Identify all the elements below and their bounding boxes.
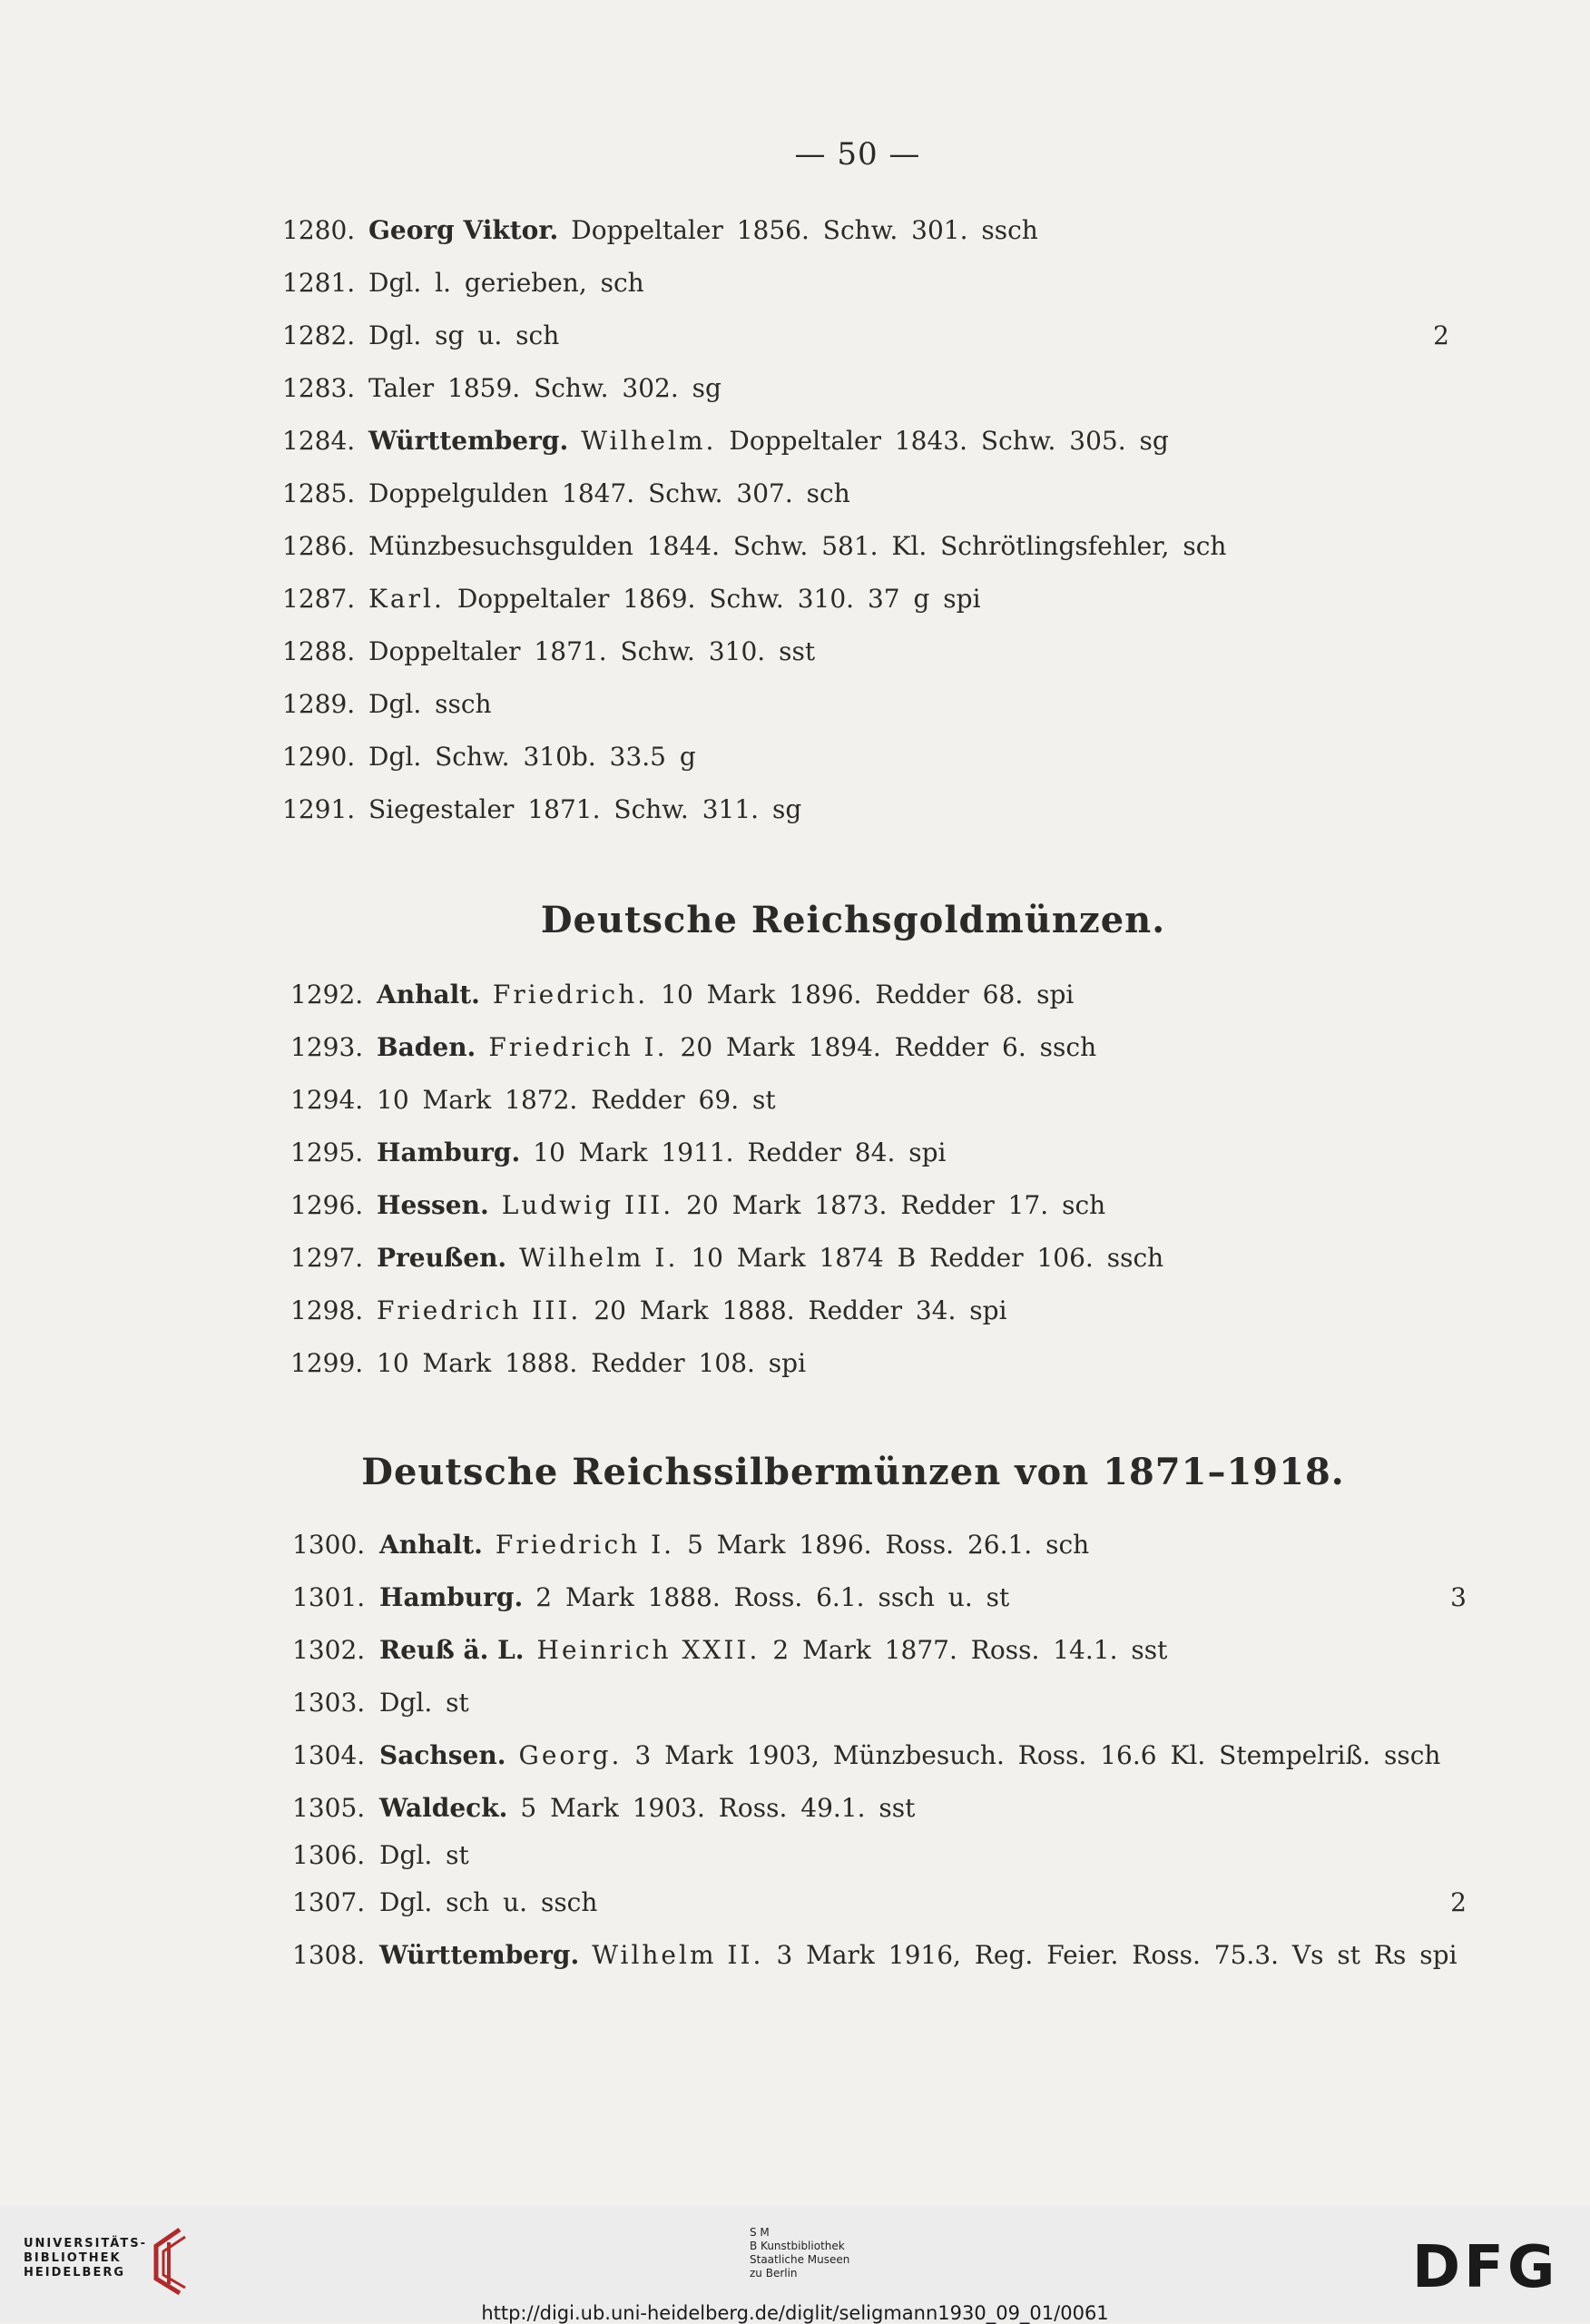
entry-number: 1280.	[282, 215, 356, 245]
ub-logo-line: BIBLIOTHEK	[24, 2251, 122, 2265]
entry-number: 1294.	[290, 1085, 364, 1115]
entry-description: Dgl. st	[379, 1840, 469, 1870]
entry-number: 1282.	[282, 320, 356, 350]
catalog-entry	[0, 790, 1590, 830]
entry-body	[368, 579, 981, 619]
catalog-entry	[0, 975, 1590, 1015]
catalog-entry	[0, 1525, 1590, 1565]
entry-body	[379, 1736, 1440, 1776]
entry-number: 1292.	[290, 980, 364, 1009]
catalog-entry	[0, 211, 1590, 251]
entry-description: 5 Mark 1903. Ross. 49.1. sst	[520, 1793, 916, 1823]
entry-description: 20 Mark 1894. Redder 6. ssch	[680, 1032, 1097, 1062]
entry-number: 1286.	[282, 531, 356, 561]
entry-body	[368, 527, 1226, 566]
entry-body	[368, 369, 721, 409]
entry-body	[379, 1683, 469, 1723]
entry-body	[368, 421, 1169, 461]
entry-state-name: Waldeck.	[379, 1793, 508, 1823]
entry-number: 1304.	[292, 1740, 366, 1770]
entry-description: Dgl. st	[379, 1688, 469, 1718]
entry-state-name: Reuß ä. L.	[379, 1635, 525, 1665]
entry-number: 1291.	[282, 794, 356, 824]
entry-description: 3 Mark 1916, Reg. Feier. Ross. 75.3. Vs st Rs spi	[776, 1940, 1458, 1970]
entry-body	[379, 1836, 469, 1876]
entry-number: 1303.	[292, 1688, 366, 1718]
entry-description: 10 Mark 1872. Redder 69. st	[377, 1085, 776, 1115]
entry-state-name: Anhalt.	[379, 1530, 483, 1560]
entry-ruler: Heinrich XXII.	[536, 1635, 761, 1665]
entry-ruler: Ludwig III.	[501, 1190, 674, 1220]
entry-description: Doppeltaler 1869. Schw. 310. 37 g spi	[456, 584, 981, 614]
catalog-entry	[0, 1238, 1590, 1278]
entry-body	[368, 790, 801, 830]
entry-body	[368, 684, 492, 724]
entry-description: 10 Mark 1888. Redder 108. spi	[377, 1348, 807, 1378]
entry-ruler: Friedrich I.	[488, 1032, 668, 1062]
entry-body	[377, 1238, 1163, 1278]
ub-logo-line: UNIVERSITÄTS-	[24, 2237, 147, 2250]
entry-number: 1308.	[292, 1940, 366, 1970]
entry-price: 3	[1450, 1582, 1467, 1612]
entry-number: 1305.	[292, 1793, 366, 1823]
entry-body	[379, 1630, 1167, 1670]
entry-state-name: Württemberg.	[368, 426, 569, 456]
entry-body	[368, 211, 1038, 251]
entry-body	[377, 1028, 1096, 1068]
entry-price: 2	[1433, 320, 1449, 350]
entry-number: 1288.	[282, 636, 356, 666]
entry-description: Doppeltaler 1843. Schw. 305. sg	[729, 426, 1169, 456]
entry-ruler: Friedrich III.	[377, 1295, 582, 1325]
entry-description: 10 Mark 1896. Redder 68. spi	[661, 980, 1075, 1009]
entry-ruler: Georg.	[518, 1740, 623, 1770]
entry-state-name: Hamburg.	[377, 1137, 521, 1167]
catalog-entry	[0, 474, 1590, 514]
sm-logo-line: zu Berlin	[750, 2267, 798, 2280]
entry-state-name: Georg Viktor.	[368, 215, 559, 245]
catalog-entry	[0, 369, 1590, 409]
entry-state-name: Württemberg.	[379, 1940, 580, 1970]
source-url-link[interactable]: http://digi.ub.uni-heidelberg.de/diglit/seligmann1930_09_01/0061	[481, 2302, 1109, 2324]
ub-heidelberg-logo[interactable]	[24, 2237, 147, 2280]
entry-number: 1302.	[292, 1635, 366, 1665]
entry-description: 3 Mark 1903, Münzbesuch. Ross. 16.6 Kl. Stempelriß. ssch	[634, 1740, 1441, 1770]
page-number: — 50 —	[794, 136, 921, 172]
entry-state-name: Anhalt.	[377, 980, 480, 1009]
entry-body	[377, 1186, 1105, 1226]
entry-description: Taler 1859. Schw. 302. sg	[368, 373, 721, 403]
catalog-entry	[0, 1080, 1590, 1120]
entry-ruler: Wilhelm.	[581, 426, 717, 456]
entry-number: 1301.	[292, 1582, 366, 1612]
entry-price: 2	[1450, 1887, 1467, 1917]
catalog-entry	[0, 263, 1590, 303]
entry-state-name: Baden.	[377, 1032, 476, 1062]
entry-number: 1295.	[290, 1137, 364, 1167]
entry-number: 1290.	[282, 742, 356, 772]
catalog-entry	[0, 1683, 1590, 1723]
catalog-entry	[0, 527, 1590, 566]
entry-body	[368, 737, 696, 777]
entry-ruler: Friedrich.	[492, 980, 649, 1009]
entry-description: 5 Mark 1896. Ross. 26.1. sch	[687, 1530, 1090, 1560]
catalog-entry	[0, 1578, 1590, 1618]
catalog-entry	[0, 1630, 1590, 1670]
entry-number: 1287.	[282, 584, 356, 614]
catalog-entry	[0, 1028, 1590, 1068]
entry-description: 2 Mark 1888. Ross. 6.1. ssch u. st	[535, 1582, 1010, 1612]
sm-berlin-logo[interactable]	[750, 2226, 849, 2280]
entry-body	[368, 632, 815, 672]
catalog-entry	[0, 579, 1590, 619]
catalog-entry	[0, 1186, 1590, 1226]
entry-number: 1285.	[282, 478, 356, 508]
entry-body	[368, 316, 559, 356]
entry-body	[368, 474, 850, 514]
entry-body	[377, 1080, 776, 1120]
catalog-entry	[0, 1133, 1590, 1173]
entry-description: Dgl. sch u. ssch	[379, 1887, 598, 1917]
entry-number: 1306.	[292, 1840, 366, 1870]
entry-description: Siegestaler 1871. Schw. 311. sg	[368, 794, 802, 824]
entry-body	[379, 1935, 1458, 1975]
entry-state-name: Hamburg.	[379, 1582, 524, 1612]
entry-description: Dgl. sg u. sch	[368, 320, 560, 350]
catalog-entry	[0, 1935, 1590, 1975]
ub-emblem-icon	[143, 2224, 198, 2297]
entry-description: Doppelgulden 1847. Schw. 307. sch	[368, 478, 850, 508]
entry-number: 1307.	[292, 1887, 366, 1917]
sm-logo-line: S M	[750, 2226, 770, 2239]
catalog-entry	[0, 1836, 1590, 1876]
entry-ruler: Friedrich I.	[495, 1530, 675, 1560]
entry-description: Dgl. ssch	[368, 689, 492, 719]
entry-body	[379, 1788, 915, 1828]
entry-number: 1281.	[282, 268, 356, 298]
digitization-footer	[0, 2206, 1590, 2322]
section-heading-gold: Deutsche Reichsgoldmünzen.	[540, 899, 1166, 941]
entry-description: Dgl. l. gerieben, sch	[368, 268, 644, 298]
entry-ruler: Karl.	[368, 584, 445, 614]
entry-description: 2 Mark 1877. Ross. 14.1. sst	[772, 1635, 1168, 1665]
entry-number: 1298.	[290, 1295, 364, 1325]
entry-number: 1299.	[290, 1348, 364, 1378]
dfg-logo[interactable]: DFG	[1412, 2234, 1559, 2301]
entry-description: 10 Mark 1911. Redder 84. spi	[533, 1137, 947, 1167]
sm-logo-line: Staatliche Museen	[750, 2253, 850, 2266]
entry-description: 20 Mark 1888. Redder 34. spi	[594, 1295, 1007, 1325]
entry-state-name: Hessen.	[377, 1190, 489, 1220]
entry-number: 1300.	[292, 1530, 366, 1560]
entry-body	[377, 1133, 947, 1173]
catalog-entry	[0, 632, 1590, 672]
entry-body	[379, 1578, 1009, 1618]
catalog-entry	[0, 1788, 1590, 1828]
catalog-entry	[0, 1344, 1590, 1384]
entry-description: Münzbesuchsgulden 1844. Schw. 581. Kl. Schrötlingsfehler, sch	[368, 531, 1227, 561]
entry-description: Dgl. Schw. 310b. 33.5 g	[368, 742, 696, 772]
entry-state-name: Sachsen.	[379, 1740, 506, 1770]
sm-logo-line: B Kunstbibliothek	[750, 2240, 845, 2252]
entry-description: Doppeltaler 1856. Schw. 301. ssch	[571, 215, 1038, 245]
entry-body	[377, 1291, 1007, 1331]
catalog-entry	[0, 1883, 1590, 1923]
catalog-entry	[0, 421, 1590, 461]
entry-body	[379, 1883, 597, 1923]
section-heading-silver: Deutsche Reichssilbermünzen von 1871–1918.	[361, 1451, 1345, 1493]
entry-description: 20 Mark 1873. Redder 17. sch	[686, 1190, 1106, 1220]
entry-body	[377, 975, 1074, 1015]
catalog-entry	[0, 684, 1590, 724]
entry-number: 1293.	[290, 1032, 364, 1062]
entry-ruler: Wilhelm II.	[592, 1940, 764, 1970]
entry-body	[368, 263, 644, 303]
entry-number: 1297.	[290, 1243, 364, 1273]
entry-description: Doppeltaler 1871. Schw. 310. sst	[368, 636, 816, 666]
entry-body	[377, 1344, 806, 1384]
entry-body	[379, 1525, 1089, 1565]
entry-number: 1284.	[282, 426, 356, 456]
catalog-entry	[0, 1291, 1590, 1331]
entry-number: 1289.	[282, 689, 356, 719]
catalog-entry	[0, 316, 1590, 356]
entry-number: 1296.	[290, 1190, 364, 1220]
entry-state-name: Preußen.	[377, 1243, 507, 1273]
ub-logo-line: HEIDELBERG	[24, 2266, 126, 2280]
entry-description: 10 Mark 1874 B Redder 106. ssch	[691, 1243, 1164, 1273]
catalog-entry	[0, 1736, 1590, 1776]
catalog-entry	[0, 737, 1590, 777]
entry-ruler: Wilhelm I.	[519, 1243, 679, 1273]
entry-number: 1283.	[282, 373, 356, 403]
